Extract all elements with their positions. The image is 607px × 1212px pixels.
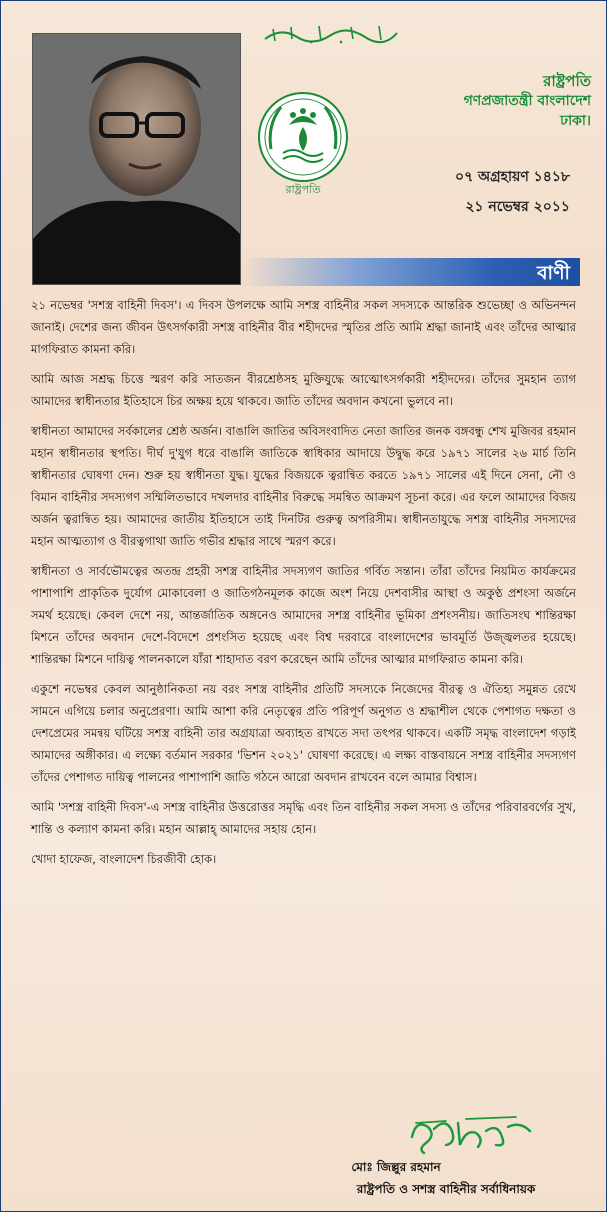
signatory-name: মোঃ জিল্লুর রহমান xyxy=(351,1160,441,1174)
message-banner xyxy=(241,258,580,286)
city-name: ঢাকা। xyxy=(560,113,591,129)
office-title: রাষ্ট্রপতি xyxy=(543,72,591,90)
paragraph: একুশে নভেম্বর কেবল আনুষ্ঠানিকতা নয় বরং সশস্ত্র বাহিনীর প্রতিটি সদস্যকে নিজেদের বীরত্ব ও ঐতিহ্য সমুন্নত রেখে সামনে এগিয়ে চলার অনুপ্রেরণা। আমি আশা করি নেতৃত্বের প্রতি পরিপূর্ণ অনুগত ও শ্রদ্ধাশীল থেকে পেশাগত দক্ষতা ও দেশপ্রেমের সমন্বয় ঘটিয়ে সশস্ত্র বাহিনী তার অগ্রযাত্রা অব্যাহত রাখতে সদা তৎপর থাকবে। একটি সমৃদ্ধ বাংলাদেশ গড়াই আমাদের অঙ্গীকার। এ লক্ষ্যে বর্তমান সরকার 'ভিশন ২০২১' ঘোষণা করেছে। এ লক্ষ্য বাস্তবায়নে সশস্ত্র বাহিনীর সদস্যগণ তাঁদের পেশাগত দায়িত্ব পালনের পাশাপাশি জাতি গঠনে আরো অবদান রাখবেন বলে আমার বিশ্বাস। xyxy=(31,682,576,784)
date-english: ২১ নভেম্বর ২০১১ xyxy=(465,199,570,215)
president-portrait xyxy=(32,33,241,285)
message-body xyxy=(31,294,576,878)
country-name: গণপ্রজাতন্ত্রী বাংলাদেশ xyxy=(463,93,591,109)
presidential-emblem xyxy=(253,89,353,201)
header-block xyxy=(361,71,591,131)
date-bangla: ০৭ অগ্রহায়ণ ১৪১৮ xyxy=(454,169,570,185)
paragraph: স্বাধীনতা ও সার্বভৌমত্বের অতন্দ্র প্রহরী সশস্ত্র বাহিনীর সদস্যগণ জাতির গর্বিত সন্তান। তাঁরা তাঁদের নিয়মিত কার্যক্রমের পাশাপাশি প্রাকৃতিক দুর্যোগ মোকাবেলা ও জাতিগঠনমূলক কাজে অংশ নিয়ে দেশবাসীর আস্থা ও অকুণ্ঠ প্রশংসা অর্জনে সমর্থ হয়েছে। কেবল দেশে নয়, আন্তর্জাতিক অঙ্গনেও আমাদের সশস্ত্র বাহিনীর ভূমিকা প্রশংসনীয়। জাতিসংঘ শান্তিরক্ষা মিশনে তাঁদের অবদান দেশে-বিদেশে প্রশংসিত হয়েছে এবং বিশ্ব দরবারে বাংলাদেশের ভাবমূর্তি উজ্জ্বলতর হয়েছে। শান্তিরক্ষা মিশনে দায়িত্ব পালনকালে যাঁরা শাহাদাত বরণ করেছেন আমি তাঁদের আত্মার মাগফিরাত কামনা করি। xyxy=(31,564,576,666)
signature-scrawl xyxy=(406,1109,536,1157)
signatory-title: রাষ্ট্রপতি ও সশস্ত্র বাহিনীর সর্বাধিনায়ক xyxy=(356,1182,536,1196)
paragraph: স্বাধীনতা আমাদের সর্বকালের শ্রেষ্ঠ অর্জন। বাঙালি জাতির অবিসংবাদিত নেতা জাতির জনক বঙ্গবন্ধু শেখ মুজিবর রহমান মহান স্বাধীনতার স্থপতি। দীর্ঘ দু'যুগ ধরে বাঙালি জাতিকে স্বাধিকার আদায়ে উদ্বুদ্ধ করে ১৯৭১ সালের ২৬ মার্চ তিনি স্বাধীনতার ঘোষণা দেন। শুরু হয় স্বাধীনতা যুদ্ধ। যুদ্ধের বিজয়কে ত্বরান্বিত করতে ১৯৭১ সালের এই দিনে সেনা, নৌ ও বিমান বাহিনীর সদস্যগণ সম্মিলিতভাবে দখলদার বাহিনীর বিরুদ্ধে সমন্বিত আক্রমণ সূচনা করে। এর ফলে আমাদের বিজয় অর্জন ত্বরান্বিত হয়। আমাদের জাতীয় ইতিহাসে তাই দিনটির গুরুত্ব অপরিসীম। স্বাধীনতাযুদ্ধে সশস্ত্র বাহিনীর সদস্যদের মহান আত্মত্যাগ ও বীরত্বগাথা জাতি গভীর শ্রদ্ধার সাথে স্মরণ করে। xyxy=(31,424,576,548)
emblem-icon xyxy=(253,89,353,201)
paragraph: খোদা হাফেজ, বাংলাদেশ চিরজীবী হোক। xyxy=(31,852,217,866)
banner-label: বাণী xyxy=(536,262,570,284)
signature-icon xyxy=(406,1109,536,1157)
calligraphy-icon xyxy=(261,21,401,45)
bismillah-calligraphy xyxy=(261,21,401,47)
paragraph: আমি আজ সশ্রদ্ধ চিত্তে স্মরণ করি সাতজন বীরশ্রেষ্ঠসহ মুক্তিযুদ্ধে আত্মোৎসর্গকারী শহীদদের। তাঁদের সুমহান ত্যাগ আমাদের স্বাধীনতার ইতিহাসে চির অক্ষয় হয়ে থাকবে। জাতি তাঁদের অবদান কখনো ভুলবে না। xyxy=(31,372,576,408)
paragraph: ২১ নভেম্বর 'সশস্ত্র বাহিনী দিবস'। এ দিবস উপলক্ষে আমি সশস্ত্র বাহিনীর সকল সদস্যকে আন্তরিক শুভেচ্ছা ও অভিনন্দন জানাই। দেশের জন্য জীবন উৎসর্গকারী সশস্ত্র বাহিনীর বীর শহীদদের স্মৃতির প্রতি আমি শ্রদ্ধা জানাই এবং তাঁদের আত্মার মাগফিরাত কামনা করি। xyxy=(31,298,576,356)
emblem-caption: রাষ্ট্রপতি xyxy=(285,183,321,196)
paragraph: আমি 'সশস্ত্র বাহিনী দিবস'-এ সশস্ত্র বাহিনীর উত্তরোত্তর সমৃদ্ধি এবং তিন বাহিনীর সকল সদস্য ও তাঁদের পরিবারবর্গের সুখ, শান্তি ও কল্যাণ কামনা করি। মহান আল্লাহ্ আমাদের সহায় হোন। xyxy=(31,800,576,836)
portrait-image xyxy=(33,34,240,284)
